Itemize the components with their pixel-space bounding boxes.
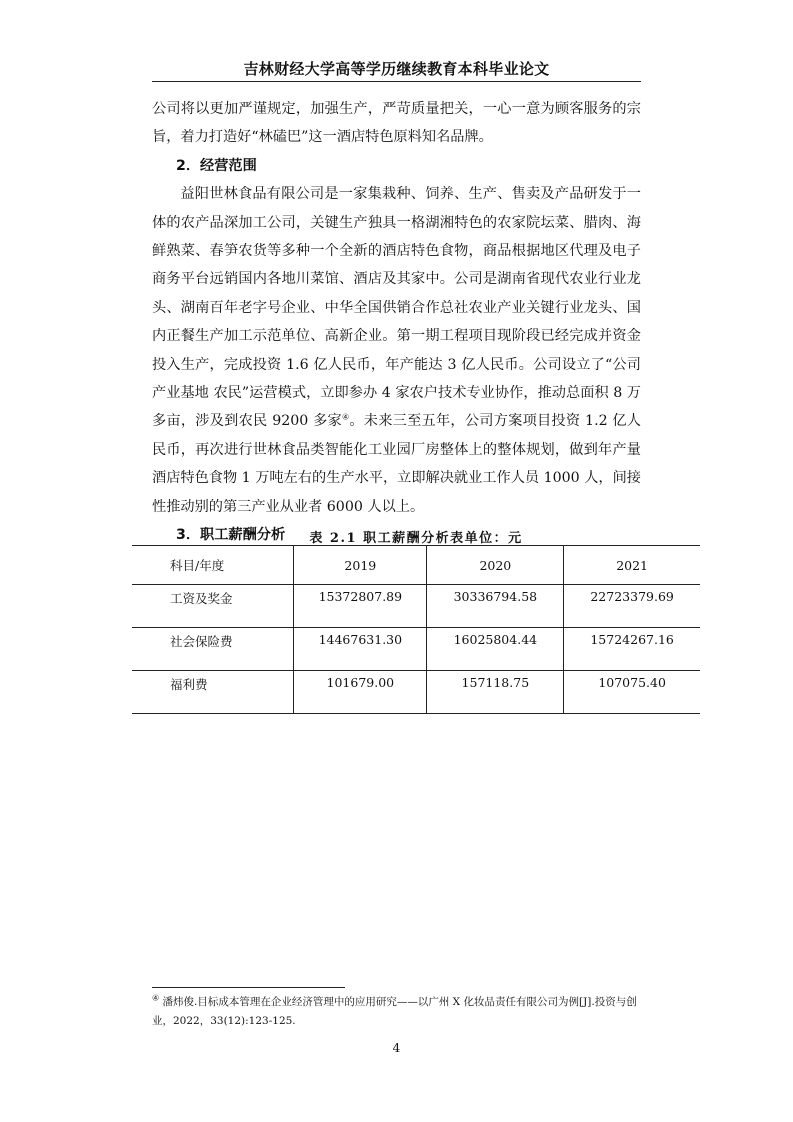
- page-header-title: 吉林财经大学高等学历继续教育本科毕业论文: [243, 60, 550, 78]
- paragraph-2-text-a: 益阳世林食品有限公司是一家集栽种、饲养、生产、售卖及产品研发于一体的农产品深加工公司，关键生产独具一格湖湘特色的农家院坛菜、腊肉、海鲜熟菜、春笋农货等多种一个全新的酒店特色食物，商品根据地区代理及电子商务平台远销国内各地川菜馆、酒店及其家中。公司是湖南省现代农业行业龙头、湖南百年老字号企业、中华全国供销合作总社农业产业关键行业龙头、国内正餐生产加工示范单位、高新企业。第一期工程项目现阶段已经完成并资金投入生产，完成投资 1.6 亿人民币，年产能达 3 亿人民币。公司设立了“公司 产业基地 农民”运营模式，立即参办 4 家农户技术专业协作，推动总面积 8 万多亩，涉及到农民 9200 多家: [152, 186, 641, 430]
- footnote-reference[interactable]: ④: [341, 412, 350, 422]
- section-heading-compensation: 3．职工薪酬分析: [176, 527, 286, 544]
- table-cell: 107075.40: [564, 671, 700, 714]
- table-cell: 社会保险费: [132, 628, 294, 671]
- section-heading-business-scope: 2．经营范围: [176, 157, 257, 174]
- page-number: 4: [392, 1041, 401, 1055]
- table-row: [132, 671, 700, 714]
- table-cell: 福利费: [132, 671, 294, 714]
- header-divider: [152, 81, 641, 82]
- footnote-text: 潘炜俊.目标成本管理在企业经济管理中的应用研究——以广州 X 化妆品责任有限公司为例[J].投资与创业，2022，33(12):123-125.: [152, 996, 637, 1027]
- table-cell: 157118.75: [427, 671, 564, 714]
- table-caption: 表 2.1 职工薪酬分析表单位：元: [309, 531, 523, 546]
- table-cell: 工资及奖金: [132, 585, 294, 628]
- paragraph-1: 公司将以更加严谨规定，加强生产，严苛质量把关，一心一意为顾客服务的宗旨，着力打造好“林磕巴”这一酒店特色原料知名品牌。: [152, 101, 641, 146]
- table-header-cell: 2021: [564, 546, 700, 585]
- table-cell: 15724267.16: [564, 628, 700, 671]
- table-cell: 16025804.44: [427, 628, 564, 671]
- table-cell: 22723379.69: [564, 585, 700, 628]
- body-text: [152, 95, 641, 550]
- footnote: [152, 993, 641, 1031]
- footnote-mark: ④: [152, 993, 160, 1003]
- paragraph-2-text-b: 。未来三至五年，公司方案项目投资 1.2 亿人民币，再次进行世林食品类智能化工业园厂房整体上的整体规划，做到年产量酒店特色食物 1 万吨左右的生产水平，立即解决就业工作人员 1000 人，间接性推动别的第三产业从业者 6000 人以上。: [152, 413, 641, 515]
- table-header-cell: 科目/年度: [132, 546, 294, 585]
- table-header-cell: 2019: [294, 546, 427, 585]
- table-cell: 101679.00: [294, 671, 427, 714]
- table-cell: 15372807.89: [294, 585, 427, 628]
- table-header-row: [132, 546, 700, 585]
- table-row: [132, 628, 700, 671]
- table-row: [132, 585, 700, 628]
- table-cell: 14467631.30: [294, 628, 427, 671]
- compensation-table: [132, 545, 700, 714]
- table-cell: 30336794.58: [427, 585, 564, 628]
- footnote-divider: [152, 987, 345, 988]
- table-header-cell: 2020: [427, 546, 564, 585]
- paragraph-2: [152, 180, 641, 521]
